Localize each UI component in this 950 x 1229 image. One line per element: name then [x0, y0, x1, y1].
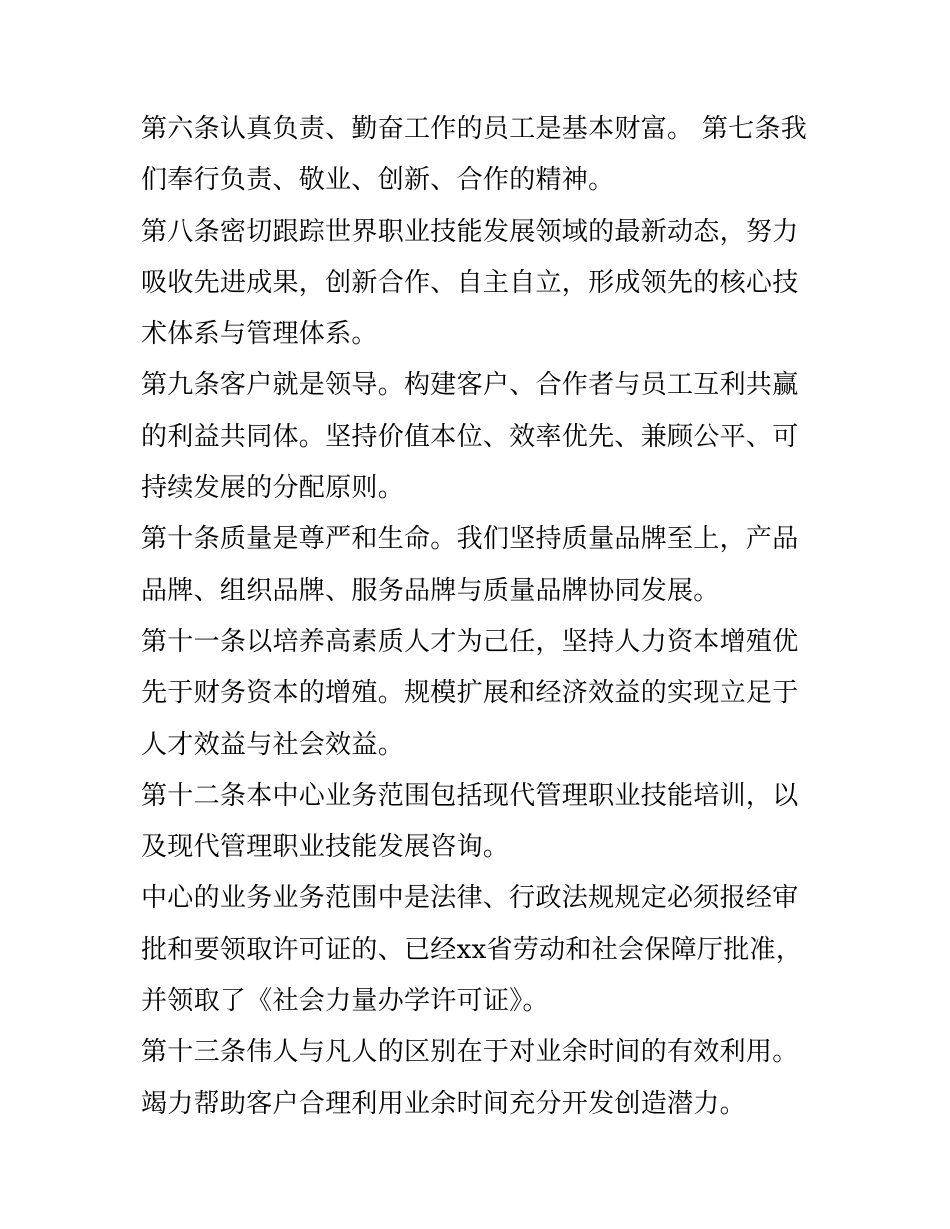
paragraph-business-scope: 中心的业务业务范围中是法律、行政法规规定必须报经审批和要领取许可证的、已经xx省劳动和社会保障厅批准，并领取了《社会力量办学许可证》。 — [141, 883, 803, 1017]
paragraph-article-13: 第十三条伟人与凡人的区别在于对业余时间的有效利用。竭力帮助客户合理利用业余时间充分开发创造潜力。 — [141, 1037, 799, 1119]
paragraph-article-9: 第九条客户就是领导。构建客户、合作者与员工互利共赢的利益共同体。坚持价值本位、效率优先、兼顾公平、可持续发展的分配原则。 — [141, 370, 799, 504]
paragraph-article-11: 第十一条以培养高素质人才为己任，坚持人力资本增殖优先于财务资本的增殖。规模扩展和经济效益的实现立足于人才效益与社会效益。 — [141, 626, 799, 760]
paragraph-article-6-7: 第六条认真负责、勤奋工作的员工是基本财富。 第七条我们奉行负责、敬业、创新、合作的精神。 — [141, 114, 808, 196]
document-body — [141, 104, 813, 1130]
paragraph-article-8: 第八条密切跟踪世界职业技能发展领域的最新动态，努力吸收先进成果，创新合作、自主自立，形成领先的核心技术体系与管理体系。 — [141, 216, 799, 350]
paragraph-article-12: 第十二条本中心业务范围包括现代管理职业技能培训，以及现代管理职业技能发展咨询。 — [141, 780, 799, 863]
paragraph-article-10: 第十条质量是尊严和生命。我们坚持质量品牌至上，产品品牌、组织品牌、服务品牌与质量品牌协同发展。 — [141, 524, 799, 606]
